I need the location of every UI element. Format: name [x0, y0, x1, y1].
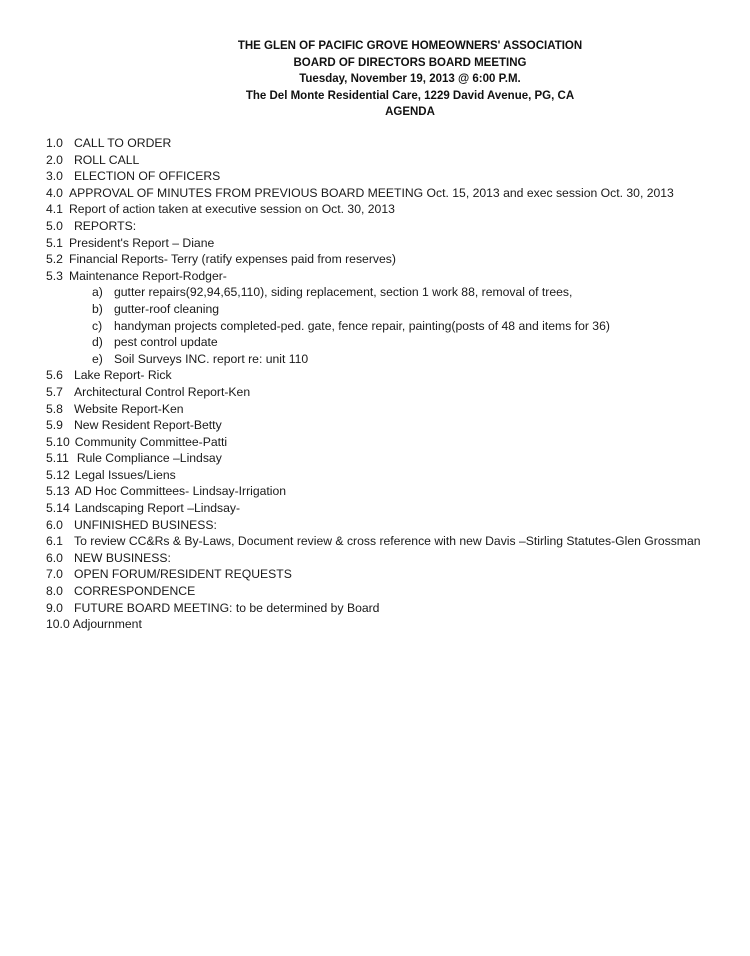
agenda-item: 6.0 UNFINISHED BUSINESS:: [46, 517, 217, 532]
agenda-item: 10.0 Adjournment: [46, 617, 142, 632]
agenda-item: 5.14 Landscaping Report –Lindsay-: [46, 501, 241, 516]
agenda-item: 5.8 Website Report-Ken: [46, 401, 184, 416]
agenda-subitem: d) pest control update: [92, 335, 218, 350]
agenda-item: 1.0 CALL TO ORDER: [46, 136, 172, 150]
agenda-subitem: c) handyman projects completed-ped. gate, fence repair, painting(posts of 48 and items for 36): [92, 318, 610, 333]
agenda-item: 5.10 Community Committee-Patti: [46, 434, 228, 449]
agenda-item: 4.1 Report of action taken at executive session on Oct. 30, 2013: [46, 202, 395, 217]
agenda-item: 5.6 Lake Report- Rick: [46, 368, 172, 383]
agenda-item: 6.0 NEW BUSINESS:: [46, 550, 171, 565]
agenda-list: [46, 135, 746, 633]
agenda-item: 5.11 Rule Compliance –Lindsay: [46, 451, 222, 466]
agenda-item: 5.3 Maintenance Report-Rodger-: [46, 268, 227, 283]
agenda-subitem: e) Soil Surveys INC. report re: unit 110: [92, 351, 309, 366]
meeting-date: Tuesday, November 19, 2013 @ 6:00 P.M.: [299, 73, 521, 85]
agenda-item: 2.0 ROLL CALL: [46, 152, 140, 167]
association-name: THE GLEN OF PACIFIC GROVE HOMEOWNERS' ASSOCIATION: [237, 40, 583, 52]
agenda-item: 3.0 ELECTION OF OFFICERS: [46, 169, 221, 184]
agenda-item: 6.1 To review CC&Rs & By-Laws, Document review & cross reference with new Davis –Stirling Statutes-Glen Grossman: [46, 534, 701, 549]
agenda-item: 4.0 APPROVAL OF MINUTES FROM PREVIOUS BOARD MEETING Oct. 15, 2013 and exec session Oct. 30, 2013: [46, 185, 674, 200]
agenda-item: 5.0 REPORTS:: [46, 218, 137, 233]
agenda-title: AGENDA: [385, 106, 435, 118]
meeting-type: BOARD OF DIRECTORS BOARD MEETING: [293, 56, 527, 69]
agenda-subitem: a) gutter repairs(92,94,65,110), siding replacement, section 1 work 88, removal of trees,: [92, 285, 573, 300]
agenda-item: 5.12 Legal Issues/Liens: [46, 467, 176, 482]
document-header: [0, 38, 750, 121]
agenda-item: 5.13 AD Hoc Committees- Lindsay-Irrigation: [46, 484, 287, 499]
agenda-item: 5.9 New Resident Report-Betty: [46, 418, 222, 433]
agenda-subitem: b) gutter-roof cleaning: [92, 301, 220, 316]
agenda-item: 5.7 Architectural Control Report-Ken: [46, 384, 251, 399]
agenda-item: 9.0 FUTURE BOARD MEETING: to be determined by Board: [46, 600, 380, 615]
agenda-item: 8.0 CORRESPONDENCE: [46, 584, 196, 599]
agenda-item: 5.1 President's Report – Diane: [46, 235, 215, 250]
agenda-item: 7.0 OPEN FORUM/RESIDENT REQUESTS: [46, 567, 292, 582]
meeting-location: The Del Monte Residential Care, 1229 David Avenue, PG, CA: [245, 89, 575, 102]
agenda-item: 5.2 Financial Reports- Terry (ratify expenses paid from reserves): [46, 252, 396, 267]
